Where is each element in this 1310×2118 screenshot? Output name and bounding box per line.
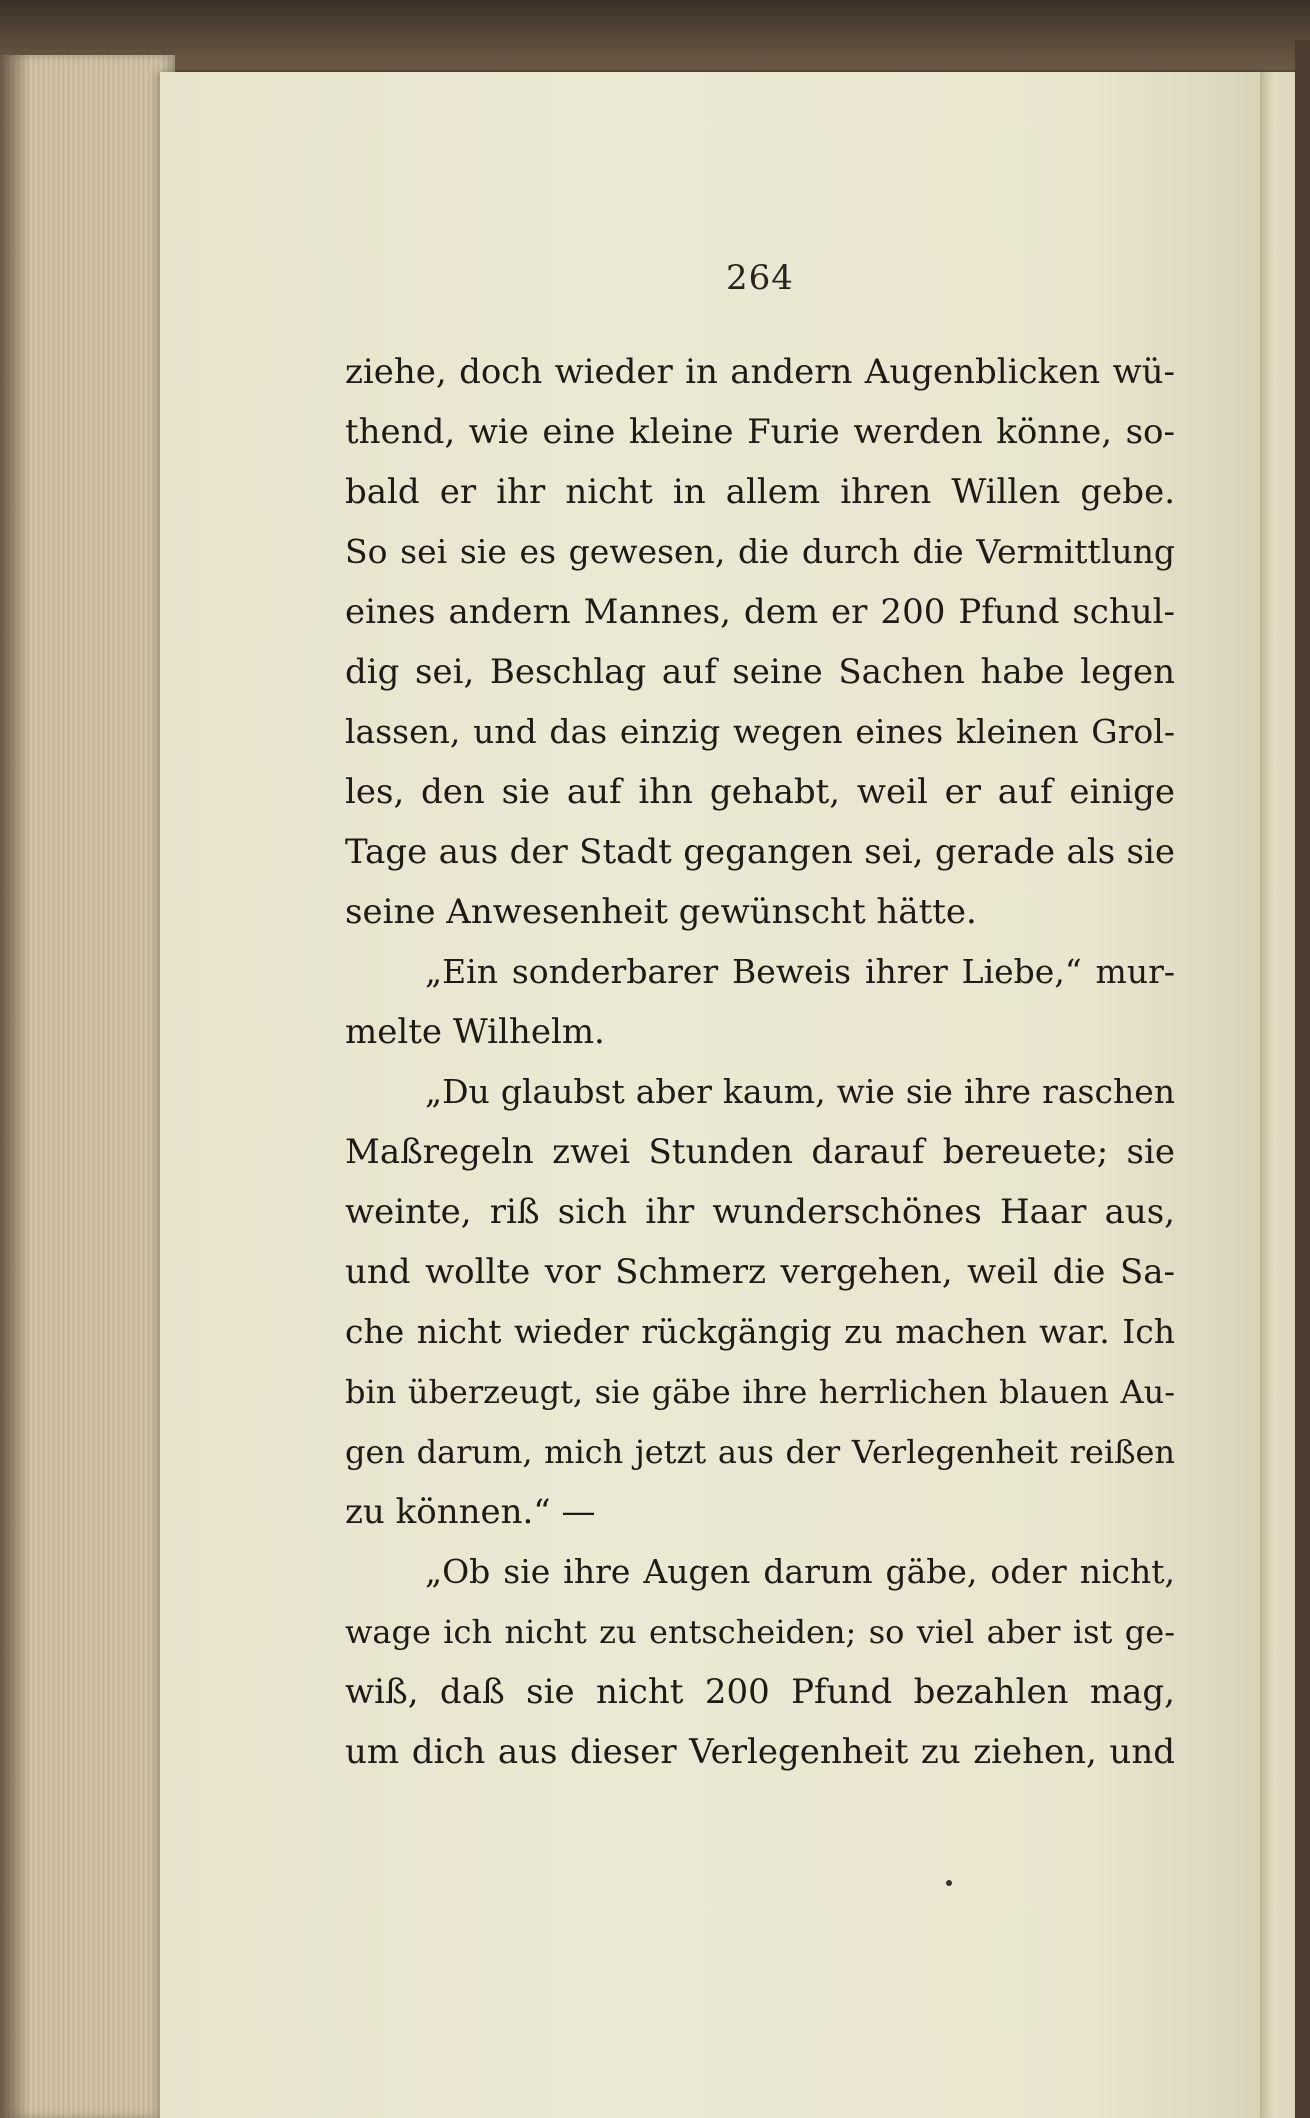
- text-line: seine Anwesenheit gewünscht hätte.: [345, 892, 977, 932]
- text-line: Maßregeln zwei Stunden darauf bereuete; sie: [345, 1132, 1175, 1172]
- text-line: gen darum, mich jetzt aus der Verlegenheit reißen: [345, 1433, 1175, 1471]
- text-line: So sei sie es gewesen, die durch die Vermittlung: [345, 532, 1175, 571]
- text-line: „Ob sie ihre Augen darum gäbe, oder nicht,: [425, 1552, 1175, 1591]
- text-line: thend, wie eine kleine Furie werden könne, so-: [345, 412, 1175, 452]
- ink-speck: [946, 1880, 952, 1886]
- text-line: dig sei, Beschlag auf seine Sachen habe legen: [345, 652, 1175, 692]
- text-line: bald er ihr nicht in allem ihren Willen gebe.: [345, 472, 1175, 512]
- text-line: „Ein sonderbarer Beweis ihrer Liebe,“ mur-: [425, 952, 1175, 991]
- text-line: um dich aus dieser Verlegenheit zu ziehen, und: [345, 1732, 1175, 1772]
- text-line: che nicht wieder rückgängig zu machen war. Ich: [345, 1312, 1175, 1351]
- text-line: les, den sie auf ihn gehabt, weil er auf einige: [345, 772, 1175, 812]
- text-line: und wollte vor Schmerz vergehen, weil die Sa-: [345, 1252, 1175, 1292]
- text-line: weinte, riß sich ihr wunderschönes Haar aus,: [345, 1192, 1175, 1232]
- page-number: 264: [726, 258, 794, 298]
- text-line: lassen, und das einzig wegen eines kleinen Grol-: [345, 712, 1175, 751]
- page-edges-shadow: [0, 55, 30, 2118]
- text-line: bin überzeugt, sie gäbe ihre herrlichen blauen Au-: [345, 1373, 1175, 1411]
- text-line: zu können.“ —: [345, 1492, 596, 1532]
- text-line: Tage aus der Stadt gegangen sei, gerade als sie: [345, 832, 1175, 872]
- text-line: „Du glaubst aber kaum, wie sie ihre raschen: [425, 1072, 1175, 1111]
- body-text: [345, 342, 1175, 1782]
- text-line: eines andern Mannes, dem er 200 Pfund schul-: [345, 592, 1175, 632]
- book-cover-right: [1295, 40, 1310, 2118]
- text-line: ziehe, doch wieder in andern Augenblicken wü-: [345, 352, 1175, 392]
- text-line: wiß, daß sie nicht 200 Pfund bezahlen mag,: [345, 1672, 1175, 1712]
- text-line: melte Wilhelm.: [345, 1012, 605, 1052]
- book-cover-top: [0, 0, 1310, 70]
- text-line: wage ich nicht zu entscheiden; so viel aber ist ge-: [345, 1613, 1175, 1651]
